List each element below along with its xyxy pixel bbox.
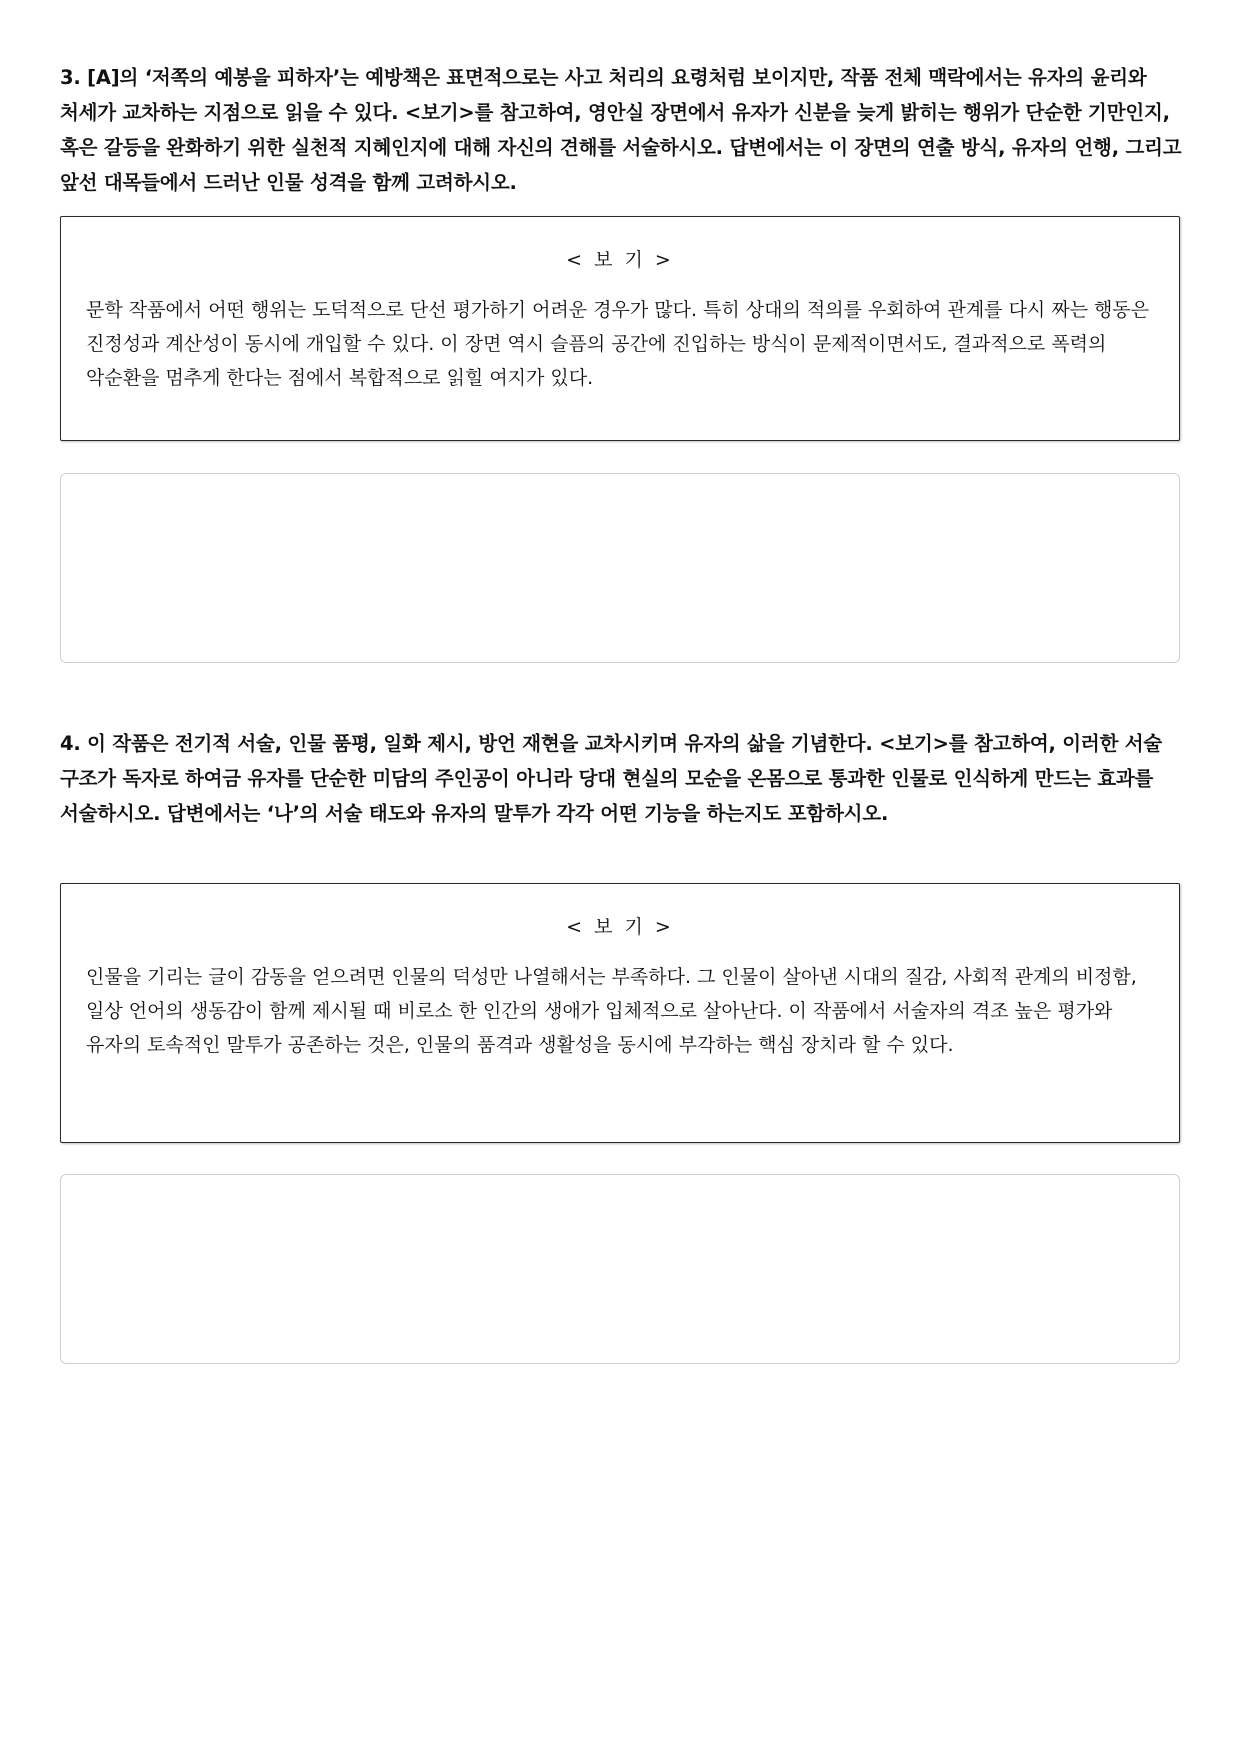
question-3-bogi-box [60, 216, 1180, 441]
question-4-prompt: 4. 이 작품은 전기적 서술, 인물 품평, 일화 제시, 방언 재현을 교차시키며 유자의 삶을 기념한다. <보기>를 참고하여, 이러한 서술 구조가 독자로 하여금 유자를 단순한 미담의 주인공이 아니라 당대 현실의 모순을 온몸으로 통과한 인물로 인식하게 만드는 효과를 서술하시오. 답변에서는 ‘나’의 서술 태도와 유자의 말투가 각각 어떤 기능을 하는지도 포함하시오. [60, 732, 1163, 825]
bogi-text: 문학 작품에서 어떤 행위는 도덕적으로 단선 평가하기 어려운 경우가 많다. 특히 상대의 적의를 우회하여 관계를 다시 짜는 행동은 진정성과 계산성이 동시에 개입할 수 있다. 이 장면 역시 슬픔의 공간에 진입하는 방식이 문제적이면서도, 결과적으로 폭력의 악순환을 멈추게 한다는 점에서 복합적으로 읽힐 여지가 있다. [86, 299, 1150, 389]
question-3-answer-box[interactable] [60, 473, 1180, 663]
question-4-bogi-box [60, 883, 1180, 1143]
question-4-answer-box[interactable] [60, 1174, 1180, 1364]
bogi-title: < 보 기 > [566, 249, 674, 271]
question-3-prompt: 3. [A]의 ‘저쪽의 예봉을 피하자’는 예방책은 표면적으로는 사고 처리의 요령처럼 보이지만, 작품 전체 맥락에서는 유자의 윤리와 처세가 교차하는 지점으로 읽을 수 있다. <보기>를 참고하여, 영안실 장면에서 유자가 신분을 늦게 밝히는 행위가 단순한 기만인지, 혹은 갈등을 완화하기 위한 실천적 지혜인지에 대해 자신의 견해를 서술하시오. 답변에서는 이 장면의 연출 방식, 유자의 언행, 그리고 앞선 대목들에서 드러난 인물 성격을 함께 고려하시오. [60, 66, 1182, 194]
bogi-title: < 보 기 > [566, 916, 674, 938]
bogi-text: 인물을 기리는 글이 감동을 얻으려면 인물의 덕성만 나열해서는 부족하다. 그 인물이 살아낸 시대의 질감, 사회적 관계의 비정함, 일상 언어의 생동감이 함께 제시될 때 비로소 한 인간의 생애가 입체적으로 살아난다. 이 작품에서 서술자의 격조 높은 평가와 유자의 토속적인 말투가 공존하는 것은, 인물의 품격과 생활성을 동시에 부각하는 핵심 장치라 할 수 있다. [86, 966, 1137, 1056]
